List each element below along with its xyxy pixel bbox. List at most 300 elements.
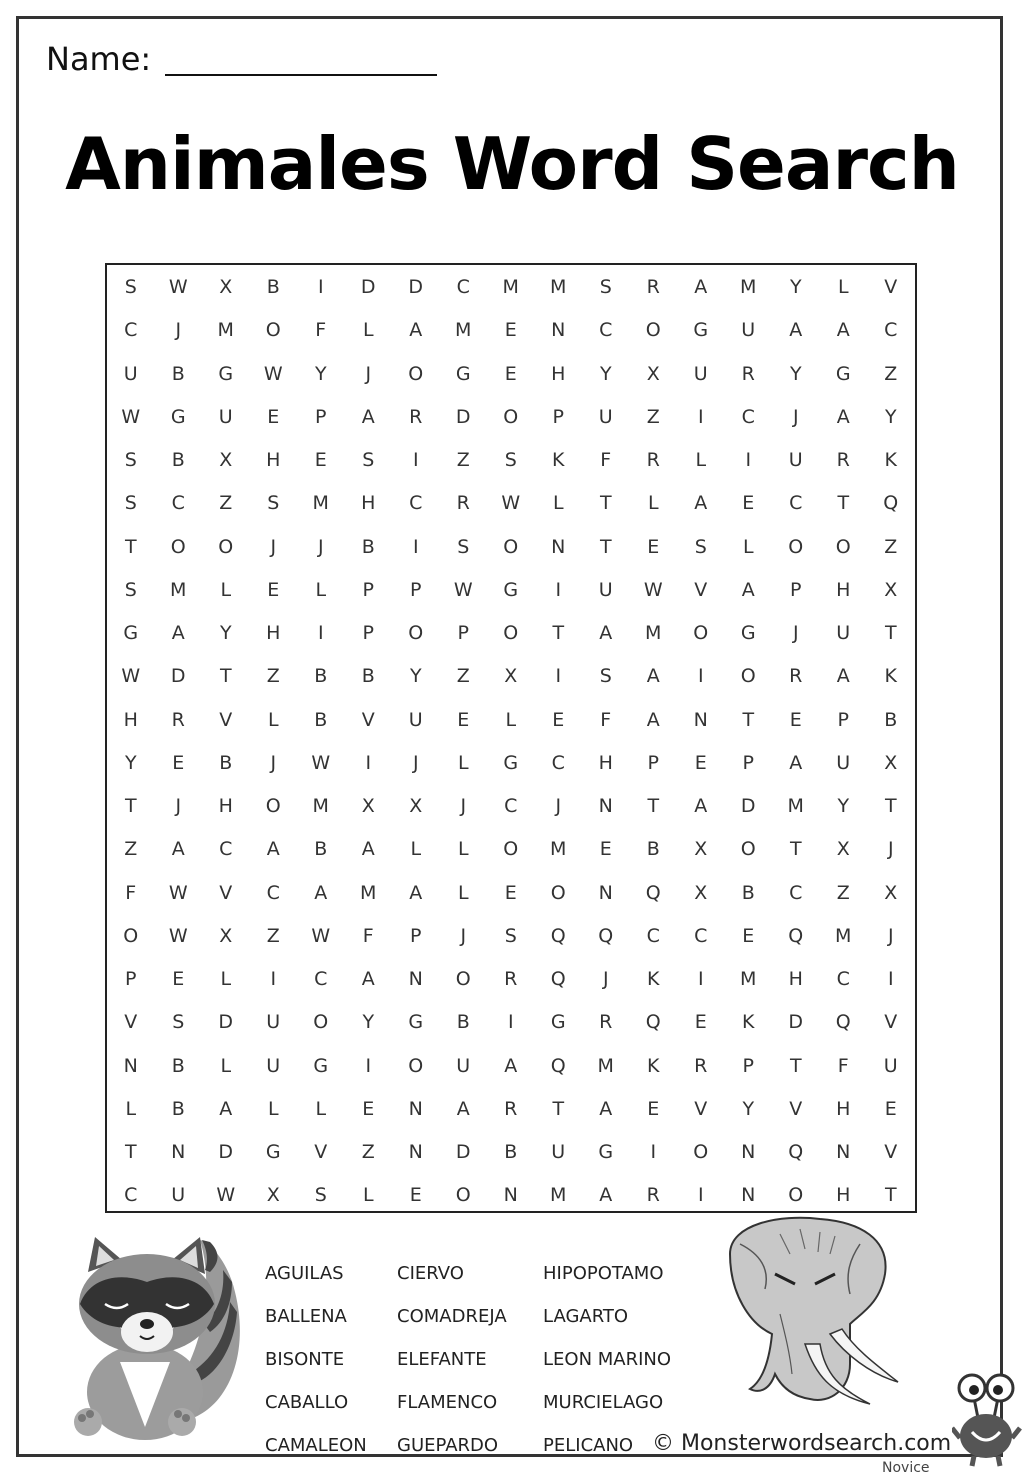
grid-cell[interactable]: C: [314, 968, 328, 990]
grid-cell[interactable]: X: [504, 665, 518, 688]
grid-cell[interactable]: N: [551, 319, 566, 342]
grid-cell[interactable]: B: [171, 449, 185, 471]
grid-cell[interactable]: N: [598, 795, 613, 817]
grid-cell[interactable]: T: [599, 492, 612, 515]
grid-cell[interactable]: W: [121, 665, 141, 688]
grid-cell[interactable]: L: [552, 492, 564, 515]
grid-cell[interactable]: L: [267, 1097, 279, 1120]
grid-cell[interactable]: U: [218, 405, 233, 428]
grid-cell[interactable]: O: [503, 535, 519, 558]
grid-cell[interactable]: C: [646, 924, 660, 947]
grid-cell[interactable]: Q: [645, 1011, 661, 1034]
grid-cell[interactable]: M: [597, 1054, 614, 1077]
grid-cell[interactable]: C: [836, 968, 850, 990]
grid-cell[interactable]: A: [646, 665, 660, 688]
grid-cell[interactable]: Q: [645, 881, 661, 904]
grid-cell[interactable]: U: [598, 578, 613, 601]
grid-cell[interactable]: E: [789, 708, 802, 731]
grid-cell[interactable]: X: [266, 1184, 280, 1207]
grid-cell[interactable]: J: [887, 924, 894, 947]
grid-cell[interactable]: Y: [789, 276, 802, 298]
grid-cell[interactable]: P: [362, 622, 374, 644]
grid-cell[interactable]: P: [362, 578, 374, 601]
grid-cell[interactable]: Y: [837, 795, 850, 817]
grid-cell[interactable]: B: [646, 838, 660, 861]
grid-cell[interactable]: E: [599, 838, 612, 861]
grid-cell[interactable]: Y: [789, 362, 802, 385]
grid-cell[interactable]: L: [362, 319, 374, 342]
grid-cell[interactable]: B: [884, 708, 898, 731]
grid-cell[interactable]: T: [124, 535, 137, 558]
grid-cell[interactable]: L: [267, 708, 279, 731]
grid-cell[interactable]: C: [171, 492, 185, 515]
grid-cell[interactable]: X: [219, 924, 233, 947]
grid-cell[interactable]: W: [311, 751, 331, 774]
grid-cell[interactable]: E: [742, 924, 755, 947]
grid-cell[interactable]: K: [647, 968, 660, 990]
grid-cell[interactable]: E: [647, 1097, 660, 1120]
grid-cell[interactable]: U: [266, 1011, 281, 1034]
grid-cell[interactable]: O: [788, 1184, 804, 1207]
grid-cell[interactable]: N: [408, 1097, 423, 1120]
grid-cell[interactable]: O: [503, 838, 519, 861]
grid-cell[interactable]: T: [789, 1054, 802, 1077]
grid-cell[interactable]: I: [365, 1054, 372, 1077]
grid-cell[interactable]: G: [408, 1011, 424, 1034]
grid-cell[interactable]: X: [836, 838, 850, 861]
grid-cell[interactable]: E: [694, 1011, 707, 1034]
grid-cell[interactable]: T: [124, 1141, 137, 1163]
grid-cell[interactable]: C: [884, 319, 898, 342]
grid-cell[interactable]: D: [218, 1141, 234, 1163]
grid-cell[interactable]: E: [884, 1097, 897, 1120]
grid-cell[interactable]: R: [694, 1054, 708, 1077]
grid-cell[interactable]: W: [168, 881, 188, 904]
grid-cell[interactable]: X: [884, 751, 898, 774]
grid-cell[interactable]: J: [175, 319, 182, 342]
grid-cell[interactable]: A: [741, 578, 755, 601]
grid-cell[interactable]: L: [647, 492, 659, 515]
grid-cell[interactable]: J: [792, 622, 799, 644]
grid-cell[interactable]: I: [697, 968, 704, 990]
grid-cell[interactable]: R: [741, 362, 755, 385]
grid-cell[interactable]: G: [313, 1054, 329, 1077]
grid-cell[interactable]: A: [409, 319, 423, 342]
grid-cell[interactable]: K: [742, 1011, 755, 1034]
grid-cell[interactable]: B: [314, 708, 328, 731]
grid-cell[interactable]: A: [171, 838, 185, 861]
grid-cell[interactable]: Z: [266, 665, 280, 688]
grid-cell[interactable]: H: [266, 449, 281, 471]
grid-cell[interactable]: L: [315, 1097, 327, 1120]
grid-cell[interactable]: A: [599, 1097, 613, 1120]
grid-cell[interactable]: C: [409, 492, 423, 515]
grid-cell[interactable]: L: [457, 751, 469, 774]
grid-cell[interactable]: E: [694, 751, 707, 774]
grid-cell[interactable]: Q: [550, 968, 566, 990]
grid-cell[interactable]: F: [600, 708, 612, 731]
grid-cell[interactable]: D: [455, 1141, 471, 1163]
grid-cell[interactable]: W: [168, 924, 188, 947]
grid-cell[interactable]: F: [362, 924, 374, 947]
grid-cell[interactable]: I: [887, 968, 894, 990]
grid-cell[interactable]: E: [267, 405, 280, 428]
grid-cell[interactable]: K: [884, 449, 897, 471]
grid-cell[interactable]: H: [551, 362, 566, 385]
grid-cell[interactable]: J: [270, 535, 277, 558]
grid-cell[interactable]: K: [552, 449, 565, 471]
grid-cell[interactable]: A: [219, 1097, 233, 1120]
grid-cell[interactable]: N: [598, 881, 613, 904]
grid-cell[interactable]: L: [220, 1054, 232, 1077]
grid-cell[interactable]: S: [504, 924, 517, 947]
grid-cell[interactable]: G: [693, 319, 709, 342]
grid-cell[interactable]: T: [219, 665, 232, 688]
grid-cell[interactable]: S: [694, 535, 707, 558]
grid-cell[interactable]: T: [789, 838, 802, 861]
grid-cell[interactable]: Q: [550, 1054, 566, 1077]
grid-cell[interactable]: M: [550, 1184, 567, 1207]
grid-cell[interactable]: W: [168, 276, 188, 298]
grid-cell[interactable]: O: [645, 319, 661, 342]
grid-cell[interactable]: I: [697, 665, 704, 688]
grid-cell[interactable]: B: [314, 838, 328, 861]
grid-cell[interactable]: C: [599, 319, 613, 342]
grid-cell[interactable]: I: [317, 276, 324, 298]
grid-cell[interactable]: A: [171, 622, 185, 644]
grid-cell[interactable]: E: [504, 319, 517, 342]
grid-cell[interactable]: X: [884, 881, 898, 904]
grid-cell[interactable]: L: [457, 881, 469, 904]
grid-cell[interactable]: U: [171, 1184, 186, 1207]
grid-cell[interactable]: U: [123, 362, 138, 385]
grid-cell[interactable]: L: [742, 535, 754, 558]
grid-cell[interactable]: V: [884, 276, 898, 298]
grid-cell[interactable]: G: [123, 622, 139, 644]
grid-cell[interactable]: P: [457, 622, 469, 644]
grid-cell[interactable]: B: [504, 1141, 518, 1163]
grid-cell[interactable]: I: [507, 1011, 514, 1034]
grid-cell[interactable]: M: [312, 795, 329, 817]
grid-cell[interactable]: C: [694, 924, 708, 947]
grid-cell[interactable]: B: [266, 276, 280, 298]
grid-cell[interactable]: V: [884, 1141, 898, 1163]
grid-cell[interactable]: D: [170, 665, 186, 688]
grid-cell[interactable]: I: [365, 751, 372, 774]
grid-cell[interactable]: R: [646, 1184, 660, 1207]
grid-cell[interactable]: D: [740, 795, 756, 817]
grid-cell[interactable]: S: [124, 449, 137, 471]
grid-cell[interactable]: S: [124, 276, 137, 298]
grid-cell[interactable]: U: [741, 319, 756, 342]
grid-cell[interactable]: M: [645, 622, 662, 644]
grid-cell[interactable]: J: [317, 535, 324, 558]
grid-cell[interactable]: U: [836, 751, 851, 774]
grid-cell[interactable]: E: [457, 708, 470, 731]
grid-cell[interactable]: M: [170, 578, 187, 601]
grid-cell[interactable]: D: [455, 405, 471, 428]
grid-cell[interactable]: H: [788, 968, 803, 990]
grid-cell[interactable]: N: [741, 1184, 756, 1207]
grid-cell[interactable]: L: [505, 708, 517, 731]
grid-cell[interactable]: J: [460, 924, 467, 947]
grid-cell[interactable]: P: [315, 405, 327, 428]
grid-cell[interactable]: S: [599, 665, 612, 688]
grid-cell[interactable]: A: [409, 881, 423, 904]
grid-cell[interactable]: B: [171, 1054, 185, 1077]
grid-cell[interactable]: I: [697, 405, 704, 428]
grid-cell[interactable]: U: [408, 708, 423, 731]
grid-cell[interactable]: I: [555, 578, 562, 601]
grid-cell[interactable]: M: [502, 276, 519, 298]
grid-cell[interactable]: D: [218, 1011, 234, 1034]
grid-cell[interactable]: P: [647, 751, 659, 774]
grid-cell[interactable]: A: [694, 795, 708, 817]
grid-cell[interactable]: M: [787, 795, 804, 817]
grid-cell[interactable]: F: [600, 449, 612, 471]
grid-cell[interactable]: B: [171, 362, 185, 385]
grid-cell[interactable]: F: [837, 1054, 849, 1077]
grid-cell[interactable]: V: [219, 881, 233, 904]
grid-cell[interactable]: U: [693, 362, 708, 385]
grid-cell[interactable]: O: [503, 622, 519, 644]
grid-cell[interactable]: G: [598, 1141, 614, 1163]
grid-cell[interactable]: R: [836, 449, 850, 471]
grid-cell[interactable]: I: [317, 622, 324, 644]
grid-cell[interactable]: X: [646, 362, 660, 385]
grid-cell[interactable]: E: [647, 535, 660, 558]
grid-cell[interactable]: Z: [124, 838, 138, 861]
grid-cell[interactable]: C: [504, 795, 518, 817]
grid-cell[interactable]: A: [361, 405, 375, 428]
grid-cell[interactable]: L: [315, 578, 327, 601]
grid-cell[interactable]: Z: [884, 535, 898, 558]
grid-cell[interactable]: N: [171, 1141, 186, 1163]
grid-cell[interactable]: J: [270, 751, 277, 774]
grid-cell[interactable]: H: [361, 492, 376, 515]
grid-cell[interactable]: U: [883, 1054, 898, 1077]
grid-cell[interactable]: O: [550, 881, 566, 904]
grid-cell[interactable]: V: [361, 708, 375, 731]
grid-cell[interactable]: H: [123, 708, 138, 731]
grid-cell[interactable]: F: [125, 881, 137, 904]
grid-cell[interactable]: O: [693, 1141, 709, 1163]
grid-cell[interactable]: B: [456, 1011, 470, 1034]
grid-cell[interactable]: X: [694, 881, 708, 904]
grid-cell[interactable]: Q: [883, 492, 899, 515]
grid-cell[interactable]: R: [504, 968, 518, 990]
grid-cell[interactable]: I: [697, 1184, 704, 1207]
grid-cell[interactable]: A: [694, 492, 708, 515]
grid-cell[interactable]: Q: [835, 1011, 851, 1034]
grid-cell[interactable]: R: [171, 708, 185, 731]
grid-cell[interactable]: S: [599, 276, 612, 298]
grid-cell[interactable]: H: [836, 1097, 851, 1120]
grid-cell[interactable]: L: [125, 1097, 137, 1120]
grid-cell[interactable]: M: [550, 276, 567, 298]
grid-cell[interactable]: O: [835, 535, 851, 558]
grid-cell[interactable]: O: [408, 1054, 424, 1077]
grid-cell[interactable]: I: [745, 449, 752, 471]
grid-cell[interactable]: I: [270, 968, 277, 990]
grid-cell[interactable]: G: [503, 578, 519, 601]
grid-cell[interactable]: P: [410, 924, 422, 947]
grid-cell[interactable]: P: [742, 1054, 754, 1077]
grid-cell[interactable]: V: [124, 1011, 138, 1034]
grid-cell[interactable]: G: [503, 751, 519, 774]
grid-cell[interactable]: M: [550, 838, 567, 861]
grid-cell[interactable]: C: [789, 881, 803, 904]
grid-cell[interactable]: R: [409, 405, 423, 428]
grid-cell[interactable]: E: [552, 708, 565, 731]
grid-cell[interactable]: W: [311, 924, 331, 947]
grid-cell[interactable]: W: [501, 492, 521, 515]
grid-cell[interactable]: B: [361, 665, 375, 688]
grid-cell[interactable]: U: [456, 1054, 471, 1077]
grid-cell[interactable]: O: [788, 535, 804, 558]
grid-cell[interactable]: C: [266, 881, 280, 904]
grid-cell[interactable]: U: [836, 622, 851, 644]
grid-cell[interactable]: V: [694, 578, 708, 601]
grid-cell[interactable]: B: [361, 535, 375, 558]
grid-cell[interactable]: P: [125, 968, 137, 990]
grid-cell[interactable]: L: [410, 838, 422, 861]
grid-cell[interactable]: E: [362, 1097, 375, 1120]
grid-cell[interactable]: G: [265, 1141, 281, 1163]
grid-cell[interactable]: H: [266, 622, 281, 644]
grid-cell[interactable]: H: [836, 1184, 851, 1207]
grid-cell[interactable]: J: [412, 751, 419, 774]
grid-cell[interactable]: I: [555, 665, 562, 688]
grid-cell[interactable]: N: [408, 1141, 423, 1163]
grid-cell[interactable]: O: [265, 319, 281, 342]
grid-cell[interactable]: L: [362, 1184, 374, 1207]
grid-cell[interactable]: G: [218, 362, 234, 385]
grid-cell[interactable]: S: [172, 1011, 185, 1034]
grid-cell[interactable]: T: [552, 1097, 565, 1120]
grid-cell[interactable]: I: [650, 1141, 657, 1163]
grid-cell[interactable]: S: [362, 449, 375, 471]
grid-cell[interactable]: M: [455, 319, 472, 342]
grid-cell[interactable]: S: [457, 535, 470, 558]
grid-cell[interactable]: A: [836, 319, 850, 342]
grid-cell[interactable]: S: [124, 492, 137, 515]
grid-cell[interactable]: A: [599, 622, 613, 644]
grid-cell[interactable]: N: [551, 535, 566, 558]
grid-cell[interactable]: M: [740, 276, 757, 298]
grid-cell[interactable]: S: [314, 1184, 327, 1207]
grid-cell[interactable]: A: [504, 1054, 518, 1077]
grid-cell[interactable]: D: [360, 276, 376, 298]
grid-cell[interactable]: W: [453, 578, 473, 601]
grid-cell[interactable]: X: [361, 795, 375, 817]
grid-cell[interactable]: A: [789, 751, 803, 774]
grid-cell[interactable]: C: [551, 751, 565, 774]
grid-cell[interactable]: O: [455, 1184, 471, 1207]
grid-cell[interactable]: M: [740, 968, 757, 990]
grid-cell[interactable]: U: [551, 1141, 566, 1163]
grid-cell[interactable]: M: [217, 319, 234, 342]
grid-cell[interactable]: L: [220, 968, 232, 990]
grid-cell[interactable]: C: [456, 276, 470, 298]
grid-cell[interactable]: W: [121, 405, 141, 428]
grid-cell[interactable]: G: [835, 362, 851, 385]
grid-cell[interactable]: G: [740, 622, 756, 644]
grid-cell[interactable]: Q: [788, 1141, 804, 1163]
grid-cell[interactable]: S: [267, 492, 280, 515]
grid-cell[interactable]: T: [552, 622, 565, 644]
grid-cell[interactable]: A: [266, 838, 280, 861]
grid-cell[interactable]: O: [693, 622, 709, 644]
grid-cell[interactable]: Z: [361, 1141, 375, 1163]
grid-cell[interactable]: P: [410, 578, 422, 601]
grid-cell[interactable]: P: [552, 405, 564, 428]
grid-cell[interactable]: E: [314, 449, 327, 471]
grid-cell[interactable]: G: [550, 1011, 566, 1034]
grid-cell[interactable]: O: [265, 795, 281, 817]
grid-cell[interactable]: T: [124, 795, 137, 817]
grid-cell[interactable]: E: [504, 881, 517, 904]
grid-cell[interactable]: C: [124, 319, 138, 342]
grid-cell[interactable]: W: [216, 1184, 236, 1207]
grid-cell[interactable]: A: [361, 968, 375, 990]
grid-cell[interactable]: Z: [646, 405, 660, 428]
name-field[interactable]: [165, 74, 437, 76]
grid-cell[interactable]: T: [884, 622, 897, 644]
grid-cell[interactable]: N: [408, 968, 423, 990]
grid-cell[interactable]: J: [365, 362, 372, 385]
grid-cell[interactable]: W: [263, 362, 283, 385]
grid-cell[interactable]: P: [790, 578, 802, 601]
grid-cell[interactable]: O: [740, 838, 756, 861]
grid-cell[interactable]: Q: [550, 924, 566, 947]
grid-cell[interactable]: R: [646, 276, 660, 298]
grid-cell[interactable]: Z: [884, 362, 898, 385]
grid-cell[interactable]: B: [314, 665, 328, 688]
grid-cell[interactable]: A: [314, 881, 328, 904]
grid-cell[interactable]: I: [412, 535, 419, 558]
grid-cell[interactable]: E: [504, 362, 517, 385]
grid-cell[interactable]: G: [455, 362, 471, 385]
grid-cell[interactable]: J: [460, 795, 467, 817]
grid-cell[interactable]: A: [646, 708, 660, 731]
grid-cell[interactable]: A: [456, 1097, 470, 1120]
grid-cell[interactable]: A: [836, 665, 850, 688]
grid-cell[interactable]: E: [172, 968, 185, 990]
grid-cell[interactable]: C: [124, 1184, 138, 1207]
grid-cell[interactable]: E: [267, 578, 280, 601]
grid-cell[interactable]: O: [123, 924, 139, 947]
grid-cell[interactable]: Y: [362, 1011, 375, 1034]
grid-cell[interactable]: Y: [409, 665, 422, 688]
grid-cell[interactable]: L: [837, 276, 849, 298]
grid-cell[interactable]: L: [457, 838, 469, 861]
grid-cell[interactable]: C: [219, 838, 233, 861]
grid-cell[interactable]: N: [741, 1141, 756, 1163]
grid-cell[interactable]: J: [887, 838, 894, 861]
grid-cell[interactable]: T: [884, 795, 897, 817]
grid-cell[interactable]: Q: [788, 924, 804, 947]
grid-cell[interactable]: Z: [456, 665, 470, 688]
grid-cell[interactable]: K: [884, 665, 897, 688]
grid-cell[interactable]: I: [412, 449, 419, 471]
grid-cell[interactable]: K: [647, 1054, 660, 1077]
grid-cell[interactable]: R: [456, 492, 470, 515]
grid-cell[interactable]: R: [504, 1097, 518, 1120]
grid-cell[interactable]: X: [694, 838, 708, 861]
grid-cell[interactable]: T: [599, 535, 612, 558]
grid-cell[interactable]: U: [788, 449, 803, 471]
